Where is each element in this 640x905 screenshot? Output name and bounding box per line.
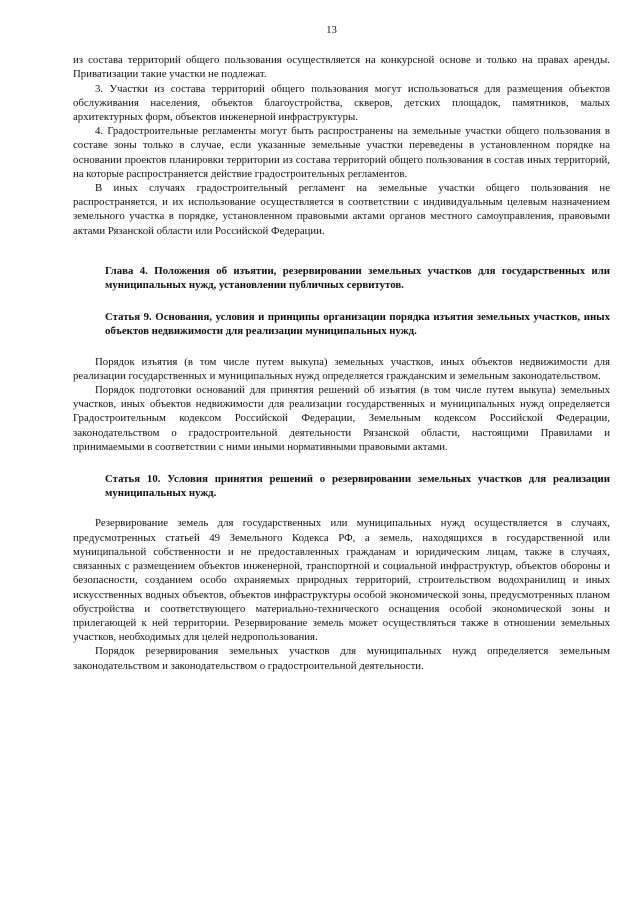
- paragraph-item-3: 3. Участки из состава территорий общего пользования могут использоваться для размещения объектов обслуживания населения, объектов благоустройства, скверов, детских площадок, памятников, малых архитектурных форм, объектов инженерной инфраструктуры.: [73, 82, 610, 124]
- article-9-heading: Статья 9. Основания, условия и принципы организации порядка изъятия земельных участков, иных объектов недвижимости для реализации муниципальных нужд.: [105, 311, 610, 338]
- page-number: 13: [326, 24, 337, 36]
- paragraph-item-4: 4. Градостроительные регламенты могут быть распространены на земельные участки общего пользования в составе зоны только в случае, если указанные земельные участки переведены в установленном порядке на основании проектов планировки территории из состава территорий общего пользования в состав иных территорий, на которые распространяется действие градостроительных регламентов.: [73, 125, 610, 180]
- chapter-4-heading: Глава 4. Положения об изъятии, резервировании земельных участков для государственных или муниципальных нужд, установлении публичных сервитутов.: [105, 264, 610, 292]
- article-9-paragraph-1: Порядок изъятия (в том числе путем выкупа) земельных участков, иных объектов недвижимости для реализации государственных и муниципальных нужд определяется гражданским и земельным законодательством.: [73, 355, 610, 382]
- article-9-paragraph-2: Порядок подготовки оснований для принятия решений об изъятия (в том числе путем выкупа) земельных участков, иных объектов недвижимости для реализации государственных и муниципальных нужд определяется Градостроительным кодексом Российской Федерации, Земельным кодексом Российской Федерации, законодательством о градостроительной деятельности Рязанской области, настоящими Правилами и принимаемыми в соответствии с ними иными нормативными правовыми актами.: [73, 384, 610, 453]
- article-10-paragraph-2: Порядок резервирования земельных участков для муниципальных нужд определяется земельным законодательством и законодательством о градостроительной деятельности.: [73, 645, 610, 672]
- article-10-paragraph-1: Резервирование земель для государственных или муниципальных нужд осуществляется в случаях, предусмотренных статьей 49 Земельного Кодекса РФ, а земель, находящихся в государственной или муниципальной собственности и не предоставленных гражданам и юридическим лицам, также в случаях, связанных с размещением объектов инженерной, транспортной и социальной инфраструктур, объектов обороны и безопасности, созданием особо охраняемых природных территорий, строительством водохранилищ и иных искусственных водных объектов, объектов инфраструктуры особой экономической зоны, предусмотренных планом обустройства и соответствующего материально-технического оснащения особой экономической зоны и прилегающей к ней территории. Резервирование земель может осуществляться также в отношении земельных участков, необходимых для целей недропользования.: [73, 517, 610, 644]
- paragraph-continuation: из состава территорий общего пользования осуществляется на конкурсной основе и только на правах аренды. Приватизации такие участки не подлежат.: [73, 54, 610, 81]
- article-10-heading: Статья 10. Условия принятия решений о резервировании земельных участков для реализации муниципальных нужд.: [105, 473, 610, 500]
- paragraph-other-cases: В иных случаях градостроительный регламент на земельные участки общего пользования не распространяется, и их использование осуществляется в соответствии с индивидуальным целевым назначением земельного участка в порядке, установленном правовыми актами органов местного самоуправления, правовыми актами Рязанской области или Российской Федерации.: [73, 182, 610, 237]
